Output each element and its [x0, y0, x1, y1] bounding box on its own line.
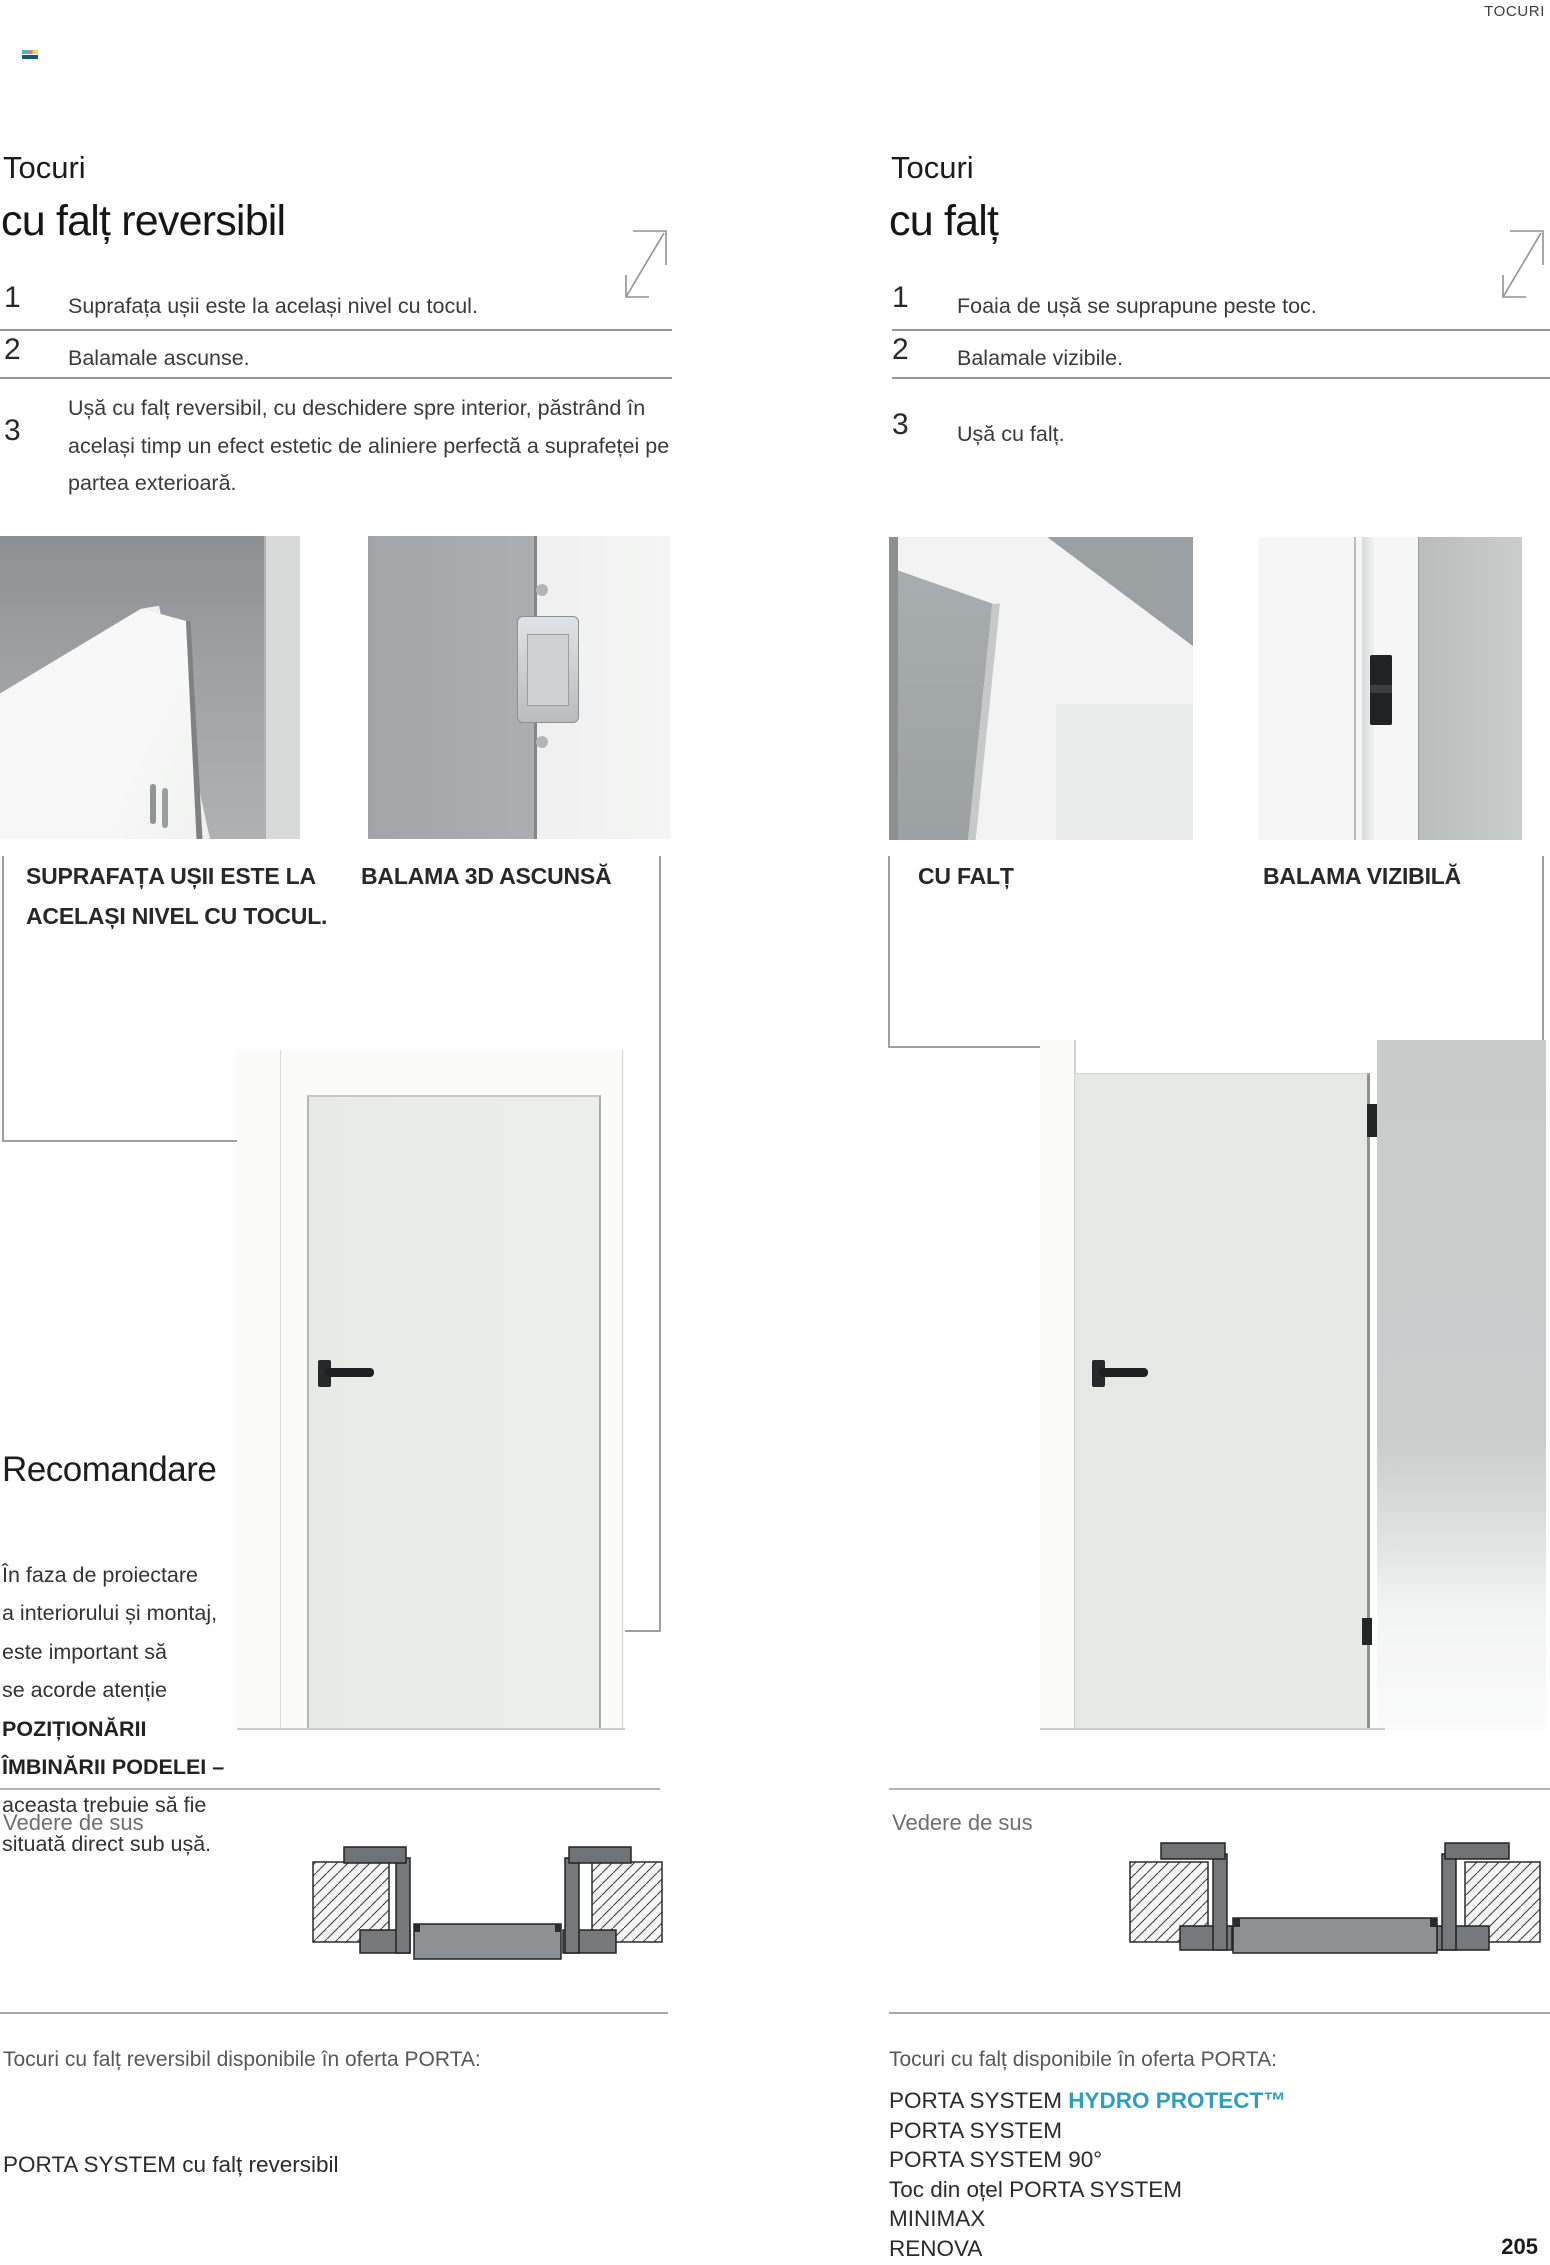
divider [0, 1788, 660, 1790]
recommendation-line: este important să [2, 1639, 167, 1664]
product-item: MINIMAX [889, 2206, 986, 2231]
feature-text: Ușă cu falț. [957, 422, 1065, 446]
divider [0, 329, 672, 331]
product-item: PORTA SYSTEM HYDRO PROTECT™ [889, 2088, 1286, 2113]
recommendation-line: aceasta trebuie să fie [2, 1793, 207, 1818]
feature-number: 2 [892, 333, 909, 366]
divider [0, 377, 672, 379]
print-registration-mark-icon [22, 50, 38, 59]
feature-number: 1 [4, 281, 21, 314]
page-number: 205 [1501, 2234, 1538, 2259]
feature-text: Balamale vizibile. [957, 346, 1124, 370]
recommendation-line: În faza de proiectare [2, 1563, 199, 1587]
feature-number: 2 [4, 333, 21, 366]
photo-caption: SUPRAFAȚA UȘII ESTE LA ACELAȘI NIVEL CU TOCUL. [26, 863, 328, 929]
product-item: RENOVA [889, 2235, 983, 2261]
left-kicker: Tocuri [3, 150, 86, 185]
photo-caption: CU FALȚ [918, 863, 1014, 889]
divider [892, 377, 1550, 379]
left-title: cu falț reversibil [1, 197, 286, 245]
divider [0, 2012, 668, 2014]
product-item: PORTA SYSTEM cu falț reversibil [3, 2152, 339, 2177]
recommendation-line: a interiorului și montaj, [2, 1601, 218, 1626]
photo-visible-hinge [1258, 537, 1522, 840]
feature-number: 1 [892, 281, 909, 314]
top-view-label: Vedere de sus [892, 1810, 1033, 1835]
product-item: PORTA SYSTEM 90° [889, 2147, 1103, 2172]
photo-flush-door-full [237, 1050, 625, 1730]
photo-hidden-3d-hinge [368, 536, 670, 839]
availability-intro: Tocuri cu falț disponibile în oferta PORTA: [889, 2048, 1277, 2071]
recommendation-line: POZIȚIONĂRII [2, 1716, 147, 1741]
recommendation-title: Recomandare [2, 1450, 217, 1489]
divider [889, 1788, 1550, 1790]
photo-rebated-frame-corner [889, 537, 1193, 840]
top-view-diagram-rebate-reversed [305, 1840, 670, 1965]
leader-line [888, 856, 890, 1048]
leader-line [888, 1046, 1048, 1048]
photo-caption: BALAMA 3D ASCUNSĂ [361, 863, 612, 889]
feature-text: Ușă cu falț reversibil, cu deschidere spre interior, păstrând în același timp un efect estetic de aliniere perfectă a suprafeței pe partea exterioară. [68, 396, 670, 495]
photo-flush-door-corner [0, 536, 300, 839]
page-header: TOCURI [1484, 3, 1545, 20]
top-view-label: Vedere de sus [3, 1810, 144, 1835]
right-title: cu falț [889, 197, 999, 245]
feature-text: Suprafața ușii este la același nivel cu tocul. [68, 294, 478, 318]
feature-number: 3 [892, 408, 909, 441]
leader-line [659, 856, 661, 1632]
right-kicker: Tocuri [891, 150, 974, 185]
product-item: PORTA SYSTEM [889, 2117, 1062, 2143]
recommendation-line: situată direct sub ușă. [2, 1831, 212, 1856]
photo-rebated-door-full [1040, 1040, 1546, 1730]
divider [889, 2012, 1550, 2014]
product-item: Toc din oțel PORTA SYSTEM [889, 2176, 1183, 2202]
recommendation-line: ÎMBINĂRII PODELEI – [2, 1755, 225, 1780]
availability-intro: Tocuri cu falț reversibil disponibile în oferta PORTA: [3, 2048, 481, 2071]
recommendation-line: se acorde atenție [2, 1678, 167, 1703]
photo-caption: BALAMA VIZIBILĂ [1263, 863, 1462, 889]
feature-number: 3 [4, 414, 21, 447]
divider [892, 329, 1550, 331]
visible-hinge-bottom [1362, 1618, 1372, 1645]
feature-text: Balamale ascunse. [68, 346, 250, 370]
visible-hinge-top [1367, 1104, 1377, 1137]
product-list [889, 2086, 1286, 2263]
top-view-diagram-rebated [1125, 1840, 1545, 1965]
feature-text: Foaia de ușă se suprapune peste toc. [957, 294, 1317, 318]
leader-line [2, 856, 4, 1142]
